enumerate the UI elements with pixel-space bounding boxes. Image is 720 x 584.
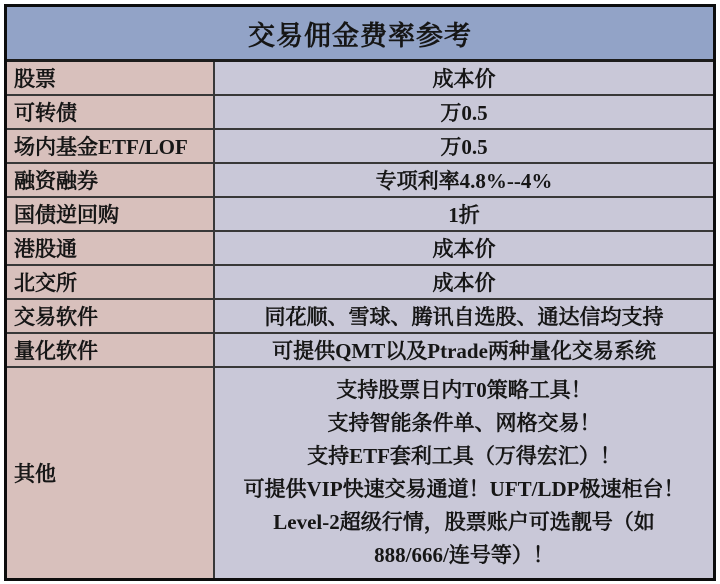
- other-line: 支持智能条件单、网格交易！: [327, 411, 601, 435]
- fee-rate-table: [4, 4, 716, 581]
- row-label: 融资融券: [7, 164, 215, 196]
- row-label: 国债逆回购: [7, 198, 215, 230]
- table-row: [7, 164, 713, 198]
- table-row-other: [7, 368, 713, 578]
- other-line: Level-2超级行情，股票账户可选靓号（如: [273, 510, 655, 534]
- row-value: 万0.5: [215, 130, 713, 162]
- row-value-multiline: [215, 368, 713, 578]
- row-label: 场内基金ETF/LOF: [7, 130, 215, 162]
- other-line: 可提供VIP快速交易通道！UFT/LDP极速柜台！: [243, 477, 685, 501]
- table-title: 交易佣金费率参考: [7, 7, 713, 62]
- row-value: 专项利率4.8%--4%: [215, 164, 713, 196]
- row-label: 其他: [7, 368, 215, 578]
- row-value: 成本价: [215, 266, 713, 298]
- other-line: 888/666/连号等）！: [374, 543, 554, 567]
- table-row: [7, 300, 713, 334]
- row-value: 万0.5: [215, 96, 713, 128]
- row-value: 可提供QMT以及Ptrade两种量化交易系统: [215, 334, 713, 366]
- row-label: 港股通: [7, 232, 215, 264]
- table-row: [7, 62, 713, 96]
- table-row: [7, 232, 713, 266]
- row-label: 北交所: [7, 266, 215, 298]
- other-line: 支持股票日内T0策略工具！: [336, 378, 592, 402]
- table-row: [7, 130, 713, 164]
- table-row: [7, 198, 713, 232]
- row-label: 交易软件: [7, 300, 215, 332]
- row-value: 同花顺、雪球、腾讯自选股、通达信均支持: [215, 300, 713, 332]
- table-row: [7, 334, 713, 368]
- row-label: 量化软件: [7, 334, 215, 366]
- row-value: 成本价: [215, 232, 713, 264]
- row-value: 1折: [215, 198, 713, 230]
- other-line: 支持ETF套利工具（万得宏汇）！: [307, 444, 621, 468]
- row-label: 可转债: [7, 96, 215, 128]
- row-value: 成本价: [215, 62, 713, 94]
- row-label: 股票: [7, 62, 215, 94]
- table-row: [7, 96, 713, 130]
- table-row: [7, 266, 713, 300]
